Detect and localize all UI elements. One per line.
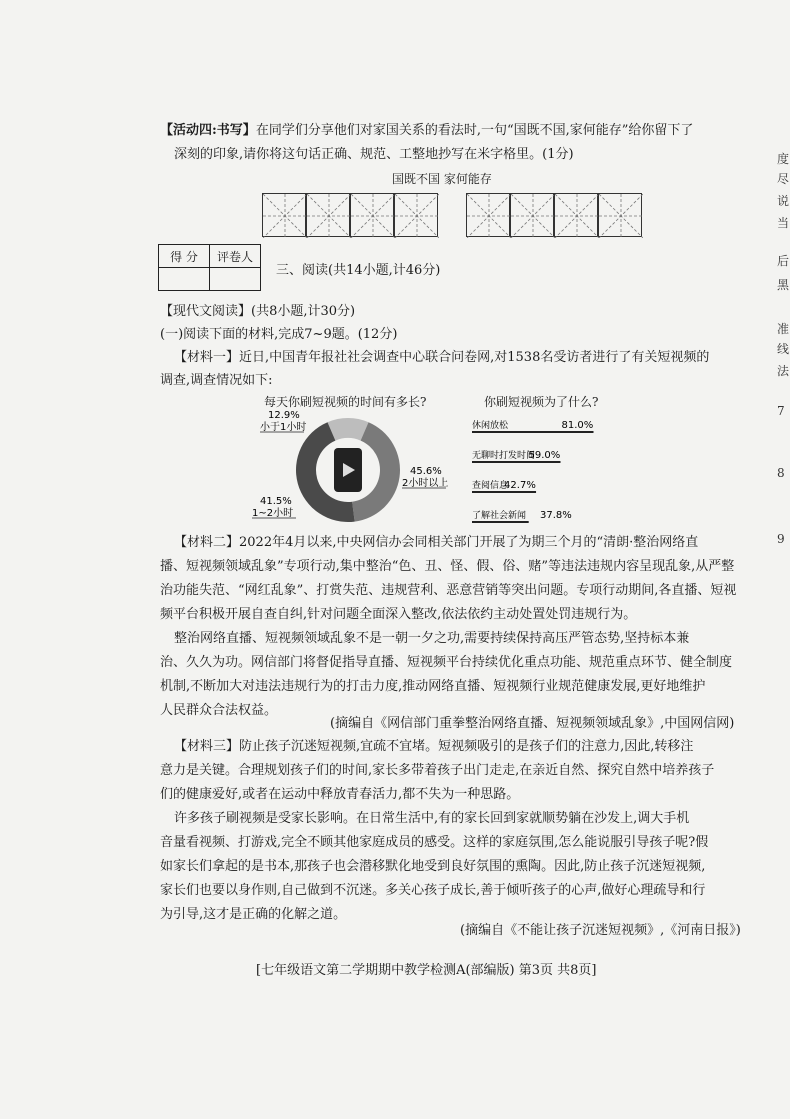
bar-category-label: 休闲放松 <box>472 421 509 431</box>
material3-line: 为引导,这才是正确的化解之道。 <box>160 907 347 922</box>
material3-line: 音量看视频、打游戏,完全不顾其他家庭成员的感受。这样的家庭氛围,怎么能说服引导孩子呢?假 <box>160 835 709 850</box>
material2-line: 治、久久为功。网信部门将督促指导直播、短视频平台持续优化重点功能、规范重点环节、健全制度 <box>160 655 733 670</box>
material3-source: (摘编自《不能让孩子沉迷短视频》,《河南日报》) <box>460 923 741 938</box>
margin-char: 黑 <box>777 278 790 292</box>
bar-value-label: 81.0% <box>561 420 594 431</box>
section3-title: 三、阅读(共14小题,计46分) <box>276 263 441 278</box>
score-label: 得 分 <box>159 245 210 268</box>
activity4-line1: 【活动四:书写】在同学们分享他们对家国关系的看法时,一句“国既不国,家何能存”给你留下了 <box>160 123 694 138</box>
bar-value-label: 59.0% <box>528 450 561 461</box>
material3-line: 们的健康爱好,或者在运动中释放青春活力,都不失为一种思路。 <box>160 787 520 802</box>
grader-label: 评卷人 <box>210 245 261 268</box>
material2-line: 频平台积极开展自查自纠,针对问题全面深入整改,依法依约主动处置处罚违规行为。 <box>160 607 637 622</box>
material3-line: 家长们也要以身作则,自己做到不沉迷。多关心孩子成长,善于倾听孩子的心声,做好心理疏导和行 <box>160 883 706 898</box>
material3-line: 意力是关键。合理规划孩子们的时间,家长多带着孩子出门走走,在亲近自然、探究自然中培养孩子 <box>160 763 715 778</box>
donut-chart <box>250 408 480 528</box>
grid-cell[interactable] <box>394 193 438 237</box>
material2-line: 治功能失范、“网红乱象”、打赏失范、违规营利、恶意营销等突出问题。专项行动期间,各直播、短视 <box>160 583 737 598</box>
bar <box>472 431 594 433</box>
donut-category-label: 2小时以上 <box>402 478 449 489</box>
bar <box>472 491 536 493</box>
score-cell[interactable] <box>159 268 210 291</box>
modern-reading-title: 【现代文阅读】(共8小题,计30分) <box>160 304 356 319</box>
material1-line2: 调查,调查情况如下: <box>160 373 273 388</box>
donut-category-label: 小于1小时 <box>260 422 307 433</box>
donut-value-label: 45.6% <box>410 466 442 477</box>
margin-char: 尽 <box>777 172 790 186</box>
material2-source: (摘编自《网信部门重拳整治网络直播、短视频领域乱象》,中国网信网) <box>330 716 735 731</box>
grid-cell[interactable] <box>510 193 554 237</box>
score-box <box>158 244 261 291</box>
margin-char: 后 <box>777 254 790 268</box>
material2-line: 【材料二】2022年4月以来,中央网信办会同相关部门开展了为期三个月的“清朗·整治网络直 <box>174 535 699 550</box>
donut-chart-title: 每天你刷短视频的时间有多长? <box>264 395 427 409</box>
grid-cell[interactable] <box>554 193 598 237</box>
material2-line: 整治网络直播、短视频领域乱象不是一朝一夕之功,需要持续保持高压严管态势,坚持标本兼 <box>174 631 690 646</box>
grader-cell[interactable] <box>210 268 261 291</box>
bar-category-label: 查阅信息 <box>472 481 509 491</box>
bar-chart-title: 你刷短视频为了什么? <box>484 395 599 409</box>
bar <box>472 521 529 523</box>
activity4-phrase: 国既不国 家何能存 <box>392 172 492 186</box>
donut-value-label: 12.9% <box>268 410 300 421</box>
grid-cell[interactable] <box>598 193 642 237</box>
grid-cell[interactable] <box>466 193 510 237</box>
margin-char: 说 <box>777 194 790 208</box>
material2-line: 机制,不断加大对违法违规行为的打击力度,推动网络直播、短视频行业规范健康发展,更好地维护 <box>160 679 706 694</box>
material3-line: 【材料三】防止孩子沉迷短视频,宜疏不宜堵。短视频吸引的是孩子们的注意力,因此,转移注 <box>174 739 694 754</box>
bar-value-label: 42.7% <box>504 480 536 491</box>
page-footer: [七年级语文第二学期期中教学检测A(部编版) 第3页 共8页] <box>256 963 597 978</box>
margin-char: 9 <box>777 532 785 546</box>
material2-line: 人民群众合法权益。 <box>160 703 278 718</box>
margin-char: 当 <box>777 216 790 230</box>
bar-category-label: 了解社会新闻 <box>472 511 527 521</box>
material3-line: 许多孩子刷视频是受家长影响。在日常生活中,有的家长回到家就顺势躺在沙发上,调大手机 <box>174 811 690 826</box>
bar-chart <box>470 408 670 530</box>
material3-line: 如家长们拿起的是书本,那孩子也会潜移默化地受到良好氛围的熏陶。因此,防止孩子沉迷短视频, <box>160 859 706 874</box>
margin-char: 度 <box>777 152 790 166</box>
grid-cell[interactable] <box>306 193 350 237</box>
margin-char: 法 <box>777 364 790 378</box>
bar <box>472 461 561 463</box>
grid-cell[interactable] <box>262 193 306 237</box>
bar-category-label: 无聊时打发时间 <box>472 451 536 461</box>
margin-char: 8 <box>777 466 785 480</box>
donut-category-label: 1~2小时 <box>252 508 294 519</box>
donut-value-label: 41.5% <box>260 496 292 507</box>
material2-line: 播、短视频领域乱象”专项行动,集中整治“色、丑、怪、假、俗、赌”等违法违规内容呈现乱象,从严整 <box>160 559 735 574</box>
margin-char: 7 <box>777 404 785 418</box>
part1-title: (一)阅读下面的材料,完成7~9题。(12分) <box>160 327 398 342</box>
activity4-label: 【活动四:书写】 <box>160 123 256 138</box>
material1-line1: 【材料一】近日,中国青年报社社会调查中心联合问卷网,对1538名受访者进行了有关短视频的 <box>174 350 710 365</box>
margin-char: 线 <box>777 342 790 356</box>
margin-char: 准 <box>777 322 790 336</box>
bar-value-label: 37.8% <box>540 510 572 521</box>
activity4-line2: 深刻的印象,请你将这句话正确、规范、工整地抄写在米字格里。(1分) <box>174 147 574 162</box>
grid-cell[interactable] <box>350 193 394 237</box>
